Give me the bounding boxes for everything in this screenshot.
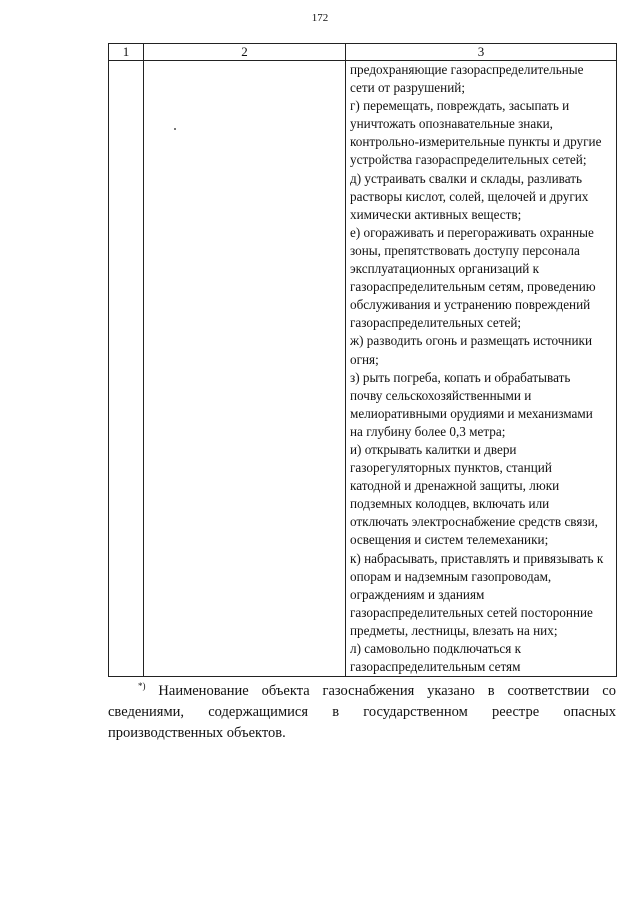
list-line: ж) разводить огонь и размещать источники xyxy=(350,333,593,349)
list-line: газорегуляторных пунктов, станций xyxy=(350,460,552,476)
list-line: опорам и надземным газопроводам, xyxy=(350,568,552,584)
list-line: отключать электроснабжение средств связи, xyxy=(350,514,598,530)
list-line: почву сельскохозяйственными и xyxy=(350,387,532,403)
list-line: е) огораживать и перегораживать охранные xyxy=(350,224,594,240)
list-line: ограждениям и зданиям xyxy=(350,586,485,602)
list-line: химически активных веществ; xyxy=(350,206,522,222)
list-line: эксплуатационных организаций к xyxy=(350,261,540,277)
table-cell-col3 xyxy=(346,61,617,677)
table-cell-col2 xyxy=(144,61,346,677)
footnote-line-1 xyxy=(108,681,616,702)
list-line: и) открывать калитки и двери xyxy=(350,441,517,457)
list-line: предохраняющие газораспределительные xyxy=(350,62,584,77)
list-line: мелиоративными орудиями и механизмами xyxy=(350,405,593,421)
list-line: на глубину более 0,3 метра; xyxy=(350,423,506,439)
footnote-line-2: сведениями, содержащимися в государственном реестре опасных xyxy=(108,704,616,720)
list-line: г) перемещать, повреждать, засыпать и xyxy=(350,98,570,114)
list-line: газораспределительным сетям xyxy=(350,659,521,675)
list-line: катодной и дренажной защиты, люки xyxy=(350,478,560,494)
page-number: 172 xyxy=(311,12,329,24)
list-line: предметы, лестницы, влезать на них; xyxy=(350,622,558,638)
table-row xyxy=(109,61,617,677)
footnote-line-3: производственных объектов. xyxy=(108,725,286,741)
footnote-marker: *) xyxy=(138,681,146,692)
list-line: д) устраивать свалки и склады, разливать xyxy=(350,170,582,186)
list-line: сети от разрушений; xyxy=(350,80,465,96)
list-line: огня; xyxy=(350,351,379,367)
table-cell-col1 xyxy=(109,61,144,677)
list-line: устройства газораспределительных сетей; xyxy=(350,152,587,168)
list-line: з) рыть погреба, копать и обрабатывать xyxy=(350,369,571,385)
list-line: подземных колодцев, включать или xyxy=(350,496,550,512)
prohibitions-list xyxy=(346,61,616,676)
list-line: освещения и систем телемеханики; xyxy=(350,532,549,548)
list-line: обслуживания и устранению повреждений xyxy=(350,297,591,313)
scan-speck xyxy=(174,128,176,130)
list-line: уничтожать опознавательные знаки, xyxy=(350,116,553,132)
list-line: газораспределительных сетей; xyxy=(350,315,522,331)
column-header-3: 3 xyxy=(346,44,617,61)
list-line: газораспределительных сетей посторонние xyxy=(350,604,593,620)
list-line: л) самовольно подключаться к xyxy=(350,641,522,656)
column-header-1: 1 xyxy=(109,44,144,61)
regulations-table xyxy=(108,43,617,677)
list-line: к) набрасывать, приставлять и привязывать к xyxy=(350,550,604,566)
list-line: контрольно-измерительные пункты и другие xyxy=(350,134,602,150)
list-line: зоны, препятствовать доступу персонала xyxy=(350,242,580,258)
list-line: газораспределительным сетям, проведению xyxy=(350,279,596,295)
column-header-2: 2 xyxy=(144,44,346,61)
footnote-text-1: Наименование объекта газоснабжения указано в соответствии со xyxy=(158,683,616,699)
table-header-row xyxy=(109,44,617,61)
list-line: растворы кислот, солей, щелочей и других xyxy=(350,188,589,204)
footnote xyxy=(108,681,616,744)
